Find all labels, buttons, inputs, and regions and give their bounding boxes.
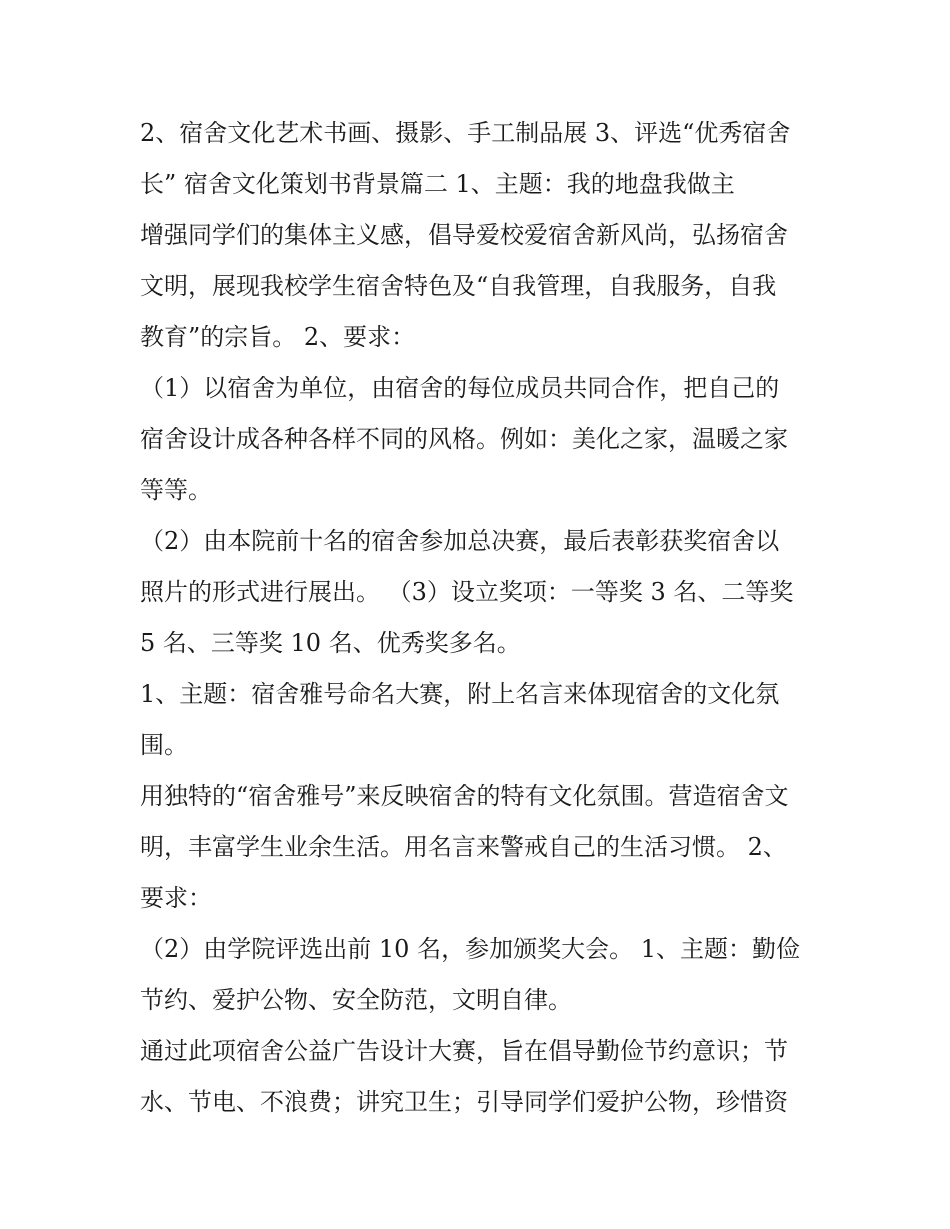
text-line: （1）以宿舍为单位，由宿舍的每位成员共同合作，把自己的 (140, 374, 780, 402)
text-line: 教育”的宗旨。 2、要求： (140, 323, 416, 351)
document-body (140, 108, 820, 1128)
text-line: 节约、爱护公物、安全防范，文明自律。 (140, 986, 572, 1014)
text-line: 文明，展现我校学生宿舍特色及“自我管理，自我服务，自我 (140, 272, 777, 300)
text-line: 照片的形式进行展出。 （3）设立奖项：一等奖 3 名、二等奖 (140, 578, 794, 606)
text-line: 长” 宿舍文化策划书背景篇二 1、主题：我的地盘我做主 (140, 170, 735, 198)
text-line: 1、主题：宿舍雅号命名大赛，附上名言来体现宿舍的文化氛 (140, 680, 780, 708)
text-line: 用独特的“宿舍雅号”来反映宿舍的特有文化氛围。营造宿舍文 (140, 782, 789, 810)
text-line: 要求： (140, 884, 212, 912)
text-line: 水、节电、不浪费；讲究卫生；引导同学们爱护公物，珍惜资 (140, 1088, 788, 1116)
text-line: 等等。 (140, 476, 212, 504)
text-line: 围。 (140, 731, 188, 759)
text-line: 宿舍设计成各种各样不同的风格。例如：美化之家，温暖之家 (140, 425, 788, 453)
text-line: 增强同学们的集体主义感，倡导爱校爱宿舍新风尚，弘扬宿舍 (140, 221, 788, 249)
text-line: 5 名、三等奖 10 名、优秀奖多名。 (140, 629, 521, 657)
text-line: 2、宿舍文化艺术书画、摄影、手工制品展 3、评选“优秀宿舍 (140, 119, 791, 147)
text-line: （2）由学院评选出前 10 名，参加颁奖大会。 1、主题：勤俭 (140, 935, 800, 963)
text-line: 明，丰富学生业余生活。用名言来警戒自己的生活习惯。 2、 (140, 833, 787, 861)
text-line: （2）由本院前十名的宿舍参加总决赛，最后表彰获奖宿舍以 (140, 527, 780, 555)
text-line: 通过此项宿舍公益广告设计大赛，旨在倡导勤俭节约意识；节 (140, 1037, 788, 1065)
